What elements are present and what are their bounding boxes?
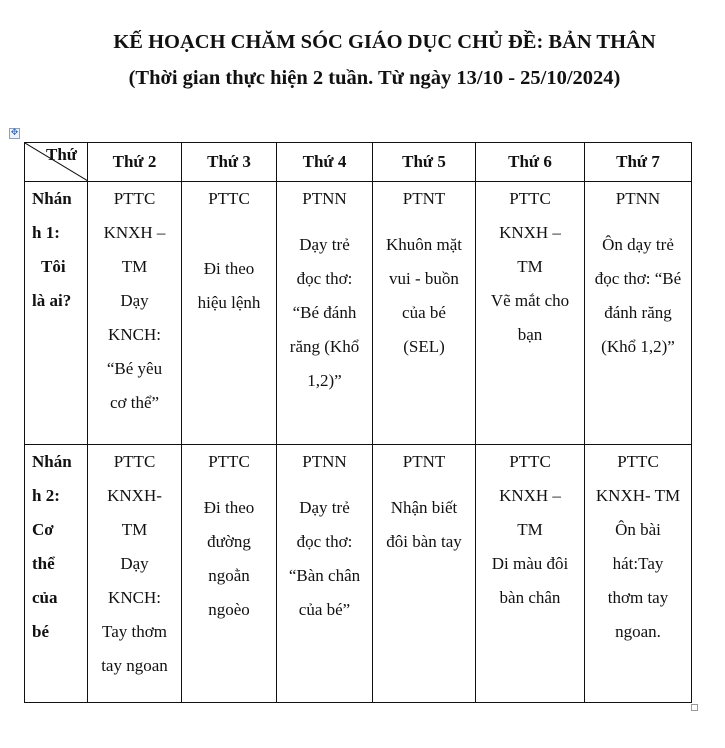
text-line: 1,2)”	[307, 371, 342, 390]
text-line: “Bàn chân	[288, 566, 361, 585]
text-line: cơ thể”	[109, 393, 160, 412]
table-resize-handle-icon[interactable]	[691, 704, 698, 711]
schedule-table	[24, 142, 692, 703]
text-line: KNXH –	[103, 223, 166, 242]
text-line: hát:Tay	[612, 554, 664, 573]
text-line: Ôn bài	[615, 520, 661, 539]
schedule-cell	[476, 445, 585, 703]
schedule-cell	[88, 445, 182, 703]
row-head	[25, 182, 88, 445]
text-line: Nhán	[32, 452, 72, 471]
schedule-cell	[585, 182, 692, 445]
text-line: đánh răng	[604, 303, 672, 322]
text-line: vui - buồn	[389, 269, 459, 288]
text-line: Nhận biết	[390, 498, 458, 517]
schedule-cell	[277, 182, 373, 445]
text-line: đôi bàn tay	[386, 532, 462, 551]
schedule-cell	[373, 182, 476, 445]
header-row	[25, 143, 692, 182]
column-header: Thứ 6	[476, 143, 585, 182]
text-line: Tay thơm	[102, 622, 167, 641]
column-header: Thứ 5	[373, 143, 476, 182]
text-line: (SEL)	[403, 337, 445, 356]
text-line: của bé”	[298, 600, 351, 619]
text-line: của bé	[402, 303, 446, 322]
text-line: PTNN	[615, 189, 661, 208]
corner-label: Thứ	[46, 145, 77, 164]
text-line: Khuôn mặt	[385, 235, 463, 254]
text-line: bàn chân	[499, 588, 561, 607]
text-line: PTTC	[208, 452, 250, 471]
text-line: h 1:	[32, 223, 60, 242]
document-title: KẾ HOẠCH CHĂM SÓC GIÁO DỤC CHỦ ĐỀ: BẢN THÂN	[113, 31, 656, 53]
column-header: Thứ 7	[585, 143, 692, 182]
text-line: Dạy trẻ	[299, 235, 350, 254]
text-line: bé	[32, 622, 49, 641]
text-line: KNCH:	[108, 325, 161, 344]
text-line: Tôi	[41, 257, 66, 276]
text-line: TM	[121, 257, 148, 276]
text-line: Đi theo	[203, 498, 255, 517]
text-line: tay ngoan	[101, 656, 168, 675]
text-line: Dạy	[120, 291, 149, 310]
document-subtitle: (Thời gian thực hiện 2 tuần. Từ ngày 13/10 - 25/10/2024)	[128, 67, 621, 89]
text-line: PTTC	[208, 189, 250, 208]
text-line: PTNN	[302, 189, 347, 208]
text-line: PTTC	[113, 452, 156, 471]
text-line: TM	[517, 257, 543, 276]
text-line: Dạy trẻ	[299, 498, 350, 517]
text-line: đọc thơ:	[296, 269, 353, 288]
text-line: đọc thơ:	[296, 532, 353, 551]
text-line: Nhán	[32, 189, 72, 208]
schedule-cell	[373, 445, 476, 703]
text-line: PTTC	[509, 189, 551, 208]
text-line: PTTC	[113, 189, 156, 208]
schedule-cell	[585, 445, 692, 703]
text-line: hiệu lệnh	[197, 293, 261, 312]
text-line: (Khổ 1,2)”	[601, 337, 675, 356]
table-move-handle-icon[interactable]: ✥	[10, 128, 19, 138]
text-line: PTTC	[617, 452, 659, 471]
text-line: bạn	[517, 325, 543, 344]
text-line: ngoằn	[208, 566, 250, 585]
column-header: Thứ 4	[277, 143, 373, 182]
text-line: Cơ	[32, 520, 54, 539]
text-line: là ai?	[32, 291, 72, 310]
text-line: của	[32, 588, 58, 607]
table-row	[25, 182, 692, 445]
text-line: PTNT	[402, 452, 446, 471]
column-header: Thứ 3	[182, 143, 277, 182]
schedule-cell	[182, 445, 277, 703]
schedule-cell	[277, 445, 373, 703]
text-line: KNXH –	[499, 223, 561, 242]
table-row	[25, 445, 692, 703]
text-line: PTNN	[302, 452, 347, 471]
text-line: TM	[517, 520, 543, 539]
text-line: răng (Khổ	[289, 337, 360, 356]
text-line: ngoan.	[615, 622, 661, 641]
text-line: thơm tay	[607, 588, 669, 607]
corner-cell	[25, 143, 88, 182]
schedule-cell	[182, 182, 277, 445]
text-line: KNXH-	[107, 486, 162, 505]
text-line: KNXH- TM	[595, 486, 681, 505]
schedule-cell	[476, 182, 585, 445]
text-line: Đi theo	[203, 259, 255, 278]
text-line: Di màu đôi	[491, 554, 569, 573]
text-line: Dạy	[120, 554, 149, 573]
text-line: thể	[32, 554, 55, 573]
text-line: “Bé yêu	[106, 359, 163, 378]
text-line: đường	[207, 532, 251, 551]
text-line: ngoèo	[208, 600, 250, 619]
text-line: KNXH –	[499, 486, 561, 505]
text-line: PTTC	[509, 452, 551, 471]
text-line: Ôn dạy trẻ	[602, 235, 674, 254]
text-line: PTNT	[402, 189, 446, 208]
text-line: KNCH:	[108, 588, 161, 607]
text-line: Vẽ mắt cho	[490, 291, 570, 310]
text-line: h 2:	[32, 486, 60, 505]
text-line: TM	[121, 520, 148, 539]
text-line: “Bé đánh	[292, 303, 357, 322]
row-head	[25, 445, 88, 703]
column-header: Thứ 2	[88, 143, 182, 182]
text-line: đọc thơ: “Bé	[594, 269, 682, 288]
schedule-cell	[88, 182, 182, 445]
